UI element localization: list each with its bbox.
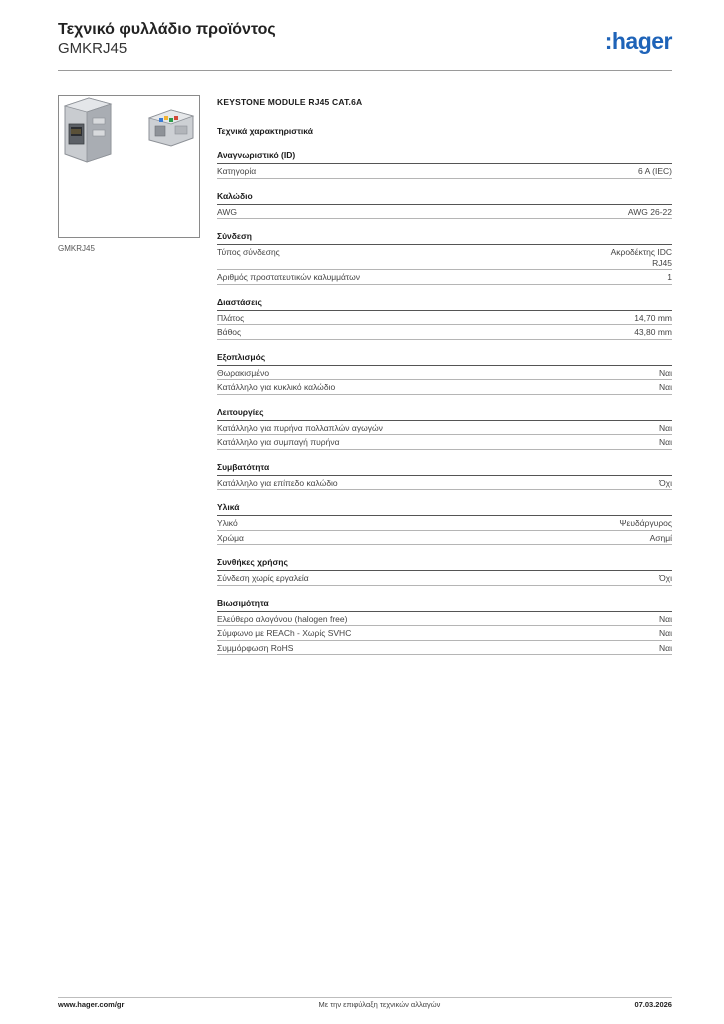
spec-label: Χρώμα bbox=[217, 532, 244, 543]
module-front-drawing bbox=[65, 98, 111, 162]
spec-value: Ναι bbox=[659, 628, 672, 638]
module-rear-drawing bbox=[149, 110, 193, 146]
spec-value: Ναι bbox=[659, 437, 672, 447]
spec-label: Θωρακισμένο bbox=[217, 367, 270, 378]
spec-groups bbox=[217, 149, 672, 655]
spec-value: Ναι bbox=[659, 642, 672, 653]
spec-value: Ναι bbox=[659, 382, 672, 392]
page-footer bbox=[58, 997, 672, 1009]
spec-label: Κατηγορία bbox=[217, 166, 257, 176]
spec-value: Ακροδέκτης IDC RJ45 bbox=[610, 247, 672, 268]
image-caption: GMKRJ45 bbox=[58, 244, 95, 253]
spec-group-title: Συνθήκες χρήσης bbox=[217, 556, 672, 571]
spec-row bbox=[217, 270, 672, 285]
spec-row bbox=[217, 435, 672, 450]
spec-label: Συμμόρφωση RoHS bbox=[217, 642, 294, 653]
spec-value: 1 bbox=[667, 272, 672, 282]
spec-group-title: Αναγνωριστικό (ID) bbox=[217, 149, 672, 164]
spec-row bbox=[217, 245, 672, 270]
footer-date: 07.03.2026 bbox=[634, 1000, 672, 1009]
spec-row bbox=[217, 421, 672, 436]
spec-value: Ψευδάργυρος bbox=[619, 518, 672, 528]
spec-value: Ναι bbox=[659, 367, 672, 378]
product-name: KEYSTONE MODULE RJ45 CAT.6A bbox=[217, 97, 363, 107]
hager-logo: :hager bbox=[604, 28, 672, 54]
spec-label: Βάθος bbox=[217, 327, 242, 337]
spec-row bbox=[217, 571, 672, 586]
product-image bbox=[58, 95, 200, 238]
spec-row bbox=[217, 205, 672, 220]
spec-row bbox=[217, 476, 672, 491]
spec-group-title: Βιωσιμότητα bbox=[217, 597, 672, 612]
spec-label: Σύνδεση χωρίς εργαλεία bbox=[217, 573, 309, 583]
technical-specifications bbox=[217, 95, 672, 655]
spec-label: AWG bbox=[217, 206, 237, 217]
spec-group-title: Υλικά bbox=[217, 501, 672, 516]
spec-group-title: Συμβατότητα bbox=[217, 461, 672, 476]
spec-group-title: Εξοπλισμός bbox=[217, 351, 672, 366]
spec-value: 6 A (IEC) bbox=[637, 166, 672, 176]
spec-value: AWG 26-22 bbox=[627, 206, 672, 217]
spec-group-title: Καλώδιο bbox=[217, 190, 672, 205]
footer-notice: Με την επιφύλαξη τεχνικών αλλαγών bbox=[318, 1000, 441, 1009]
spec-row bbox=[217, 612, 672, 627]
spec-row bbox=[217, 626, 672, 641]
spec-row bbox=[217, 380, 672, 395]
spec-row bbox=[217, 366, 672, 381]
spec-group-title: Διαστάσεις bbox=[217, 296, 672, 311]
spec-value: 43,80 mm bbox=[634, 327, 672, 337]
spec-label: Σύμφωνο με REACh - Χωρίς SVHC bbox=[217, 628, 352, 638]
spec-row bbox=[217, 325, 672, 340]
spec-label: Κατάλληλο για συμπαγή πυρήνα bbox=[217, 437, 340, 447]
spec-value: Ασημί bbox=[649, 532, 672, 543]
spec-label: Πλάτος bbox=[217, 312, 245, 323]
document-title: Τεχνικό φυλλάδιο προϊόντος bbox=[58, 21, 276, 38]
spec-label: Αριθμός προστατευτικών καλυμμάτων bbox=[217, 272, 361, 282]
spec-row bbox=[217, 516, 672, 531]
spec-group-title: Λειτουργίες bbox=[217, 406, 672, 421]
keystone-module-illustration bbox=[59, 96, 199, 237]
spec-row bbox=[217, 641, 672, 656]
page-header bbox=[58, 20, 672, 71]
spec-group-title: Σύνδεση bbox=[217, 230, 672, 245]
footer-website: www.hager.com/gr bbox=[58, 1000, 125, 1009]
specs-heading: Τεχνικά χαρακτηριστικά bbox=[217, 126, 313, 136]
spec-label: Υλικό bbox=[217, 518, 238, 528]
spec-value: Όχι bbox=[659, 477, 672, 488]
spec-value: Ναι bbox=[659, 422, 672, 433]
spec-label: Κατάλληλο για επίπεδο καλώδιο bbox=[217, 477, 338, 488]
spec-row bbox=[217, 531, 672, 546]
spec-label: Ελεύθερο αλογόνου (halogen free) bbox=[217, 613, 348, 624]
spec-row bbox=[217, 164, 672, 179]
spec-value: Ναι bbox=[659, 613, 672, 624]
spec-label: Κατάλληλο για κυκλικό καλώδιο bbox=[217, 382, 336, 392]
spec-label: Τύπος σύνδεσης bbox=[217, 247, 280, 257]
spec-value: Όχι bbox=[659, 573, 672, 583]
document-subtitle: GMKRJ45 bbox=[58, 40, 128, 57]
spec-row bbox=[217, 311, 672, 326]
spec-label: Κατάλληλο για πυρήνα πολλαπλών αγωγών bbox=[217, 422, 383, 433]
spec-value: 14,70 mm bbox=[634, 312, 672, 323]
